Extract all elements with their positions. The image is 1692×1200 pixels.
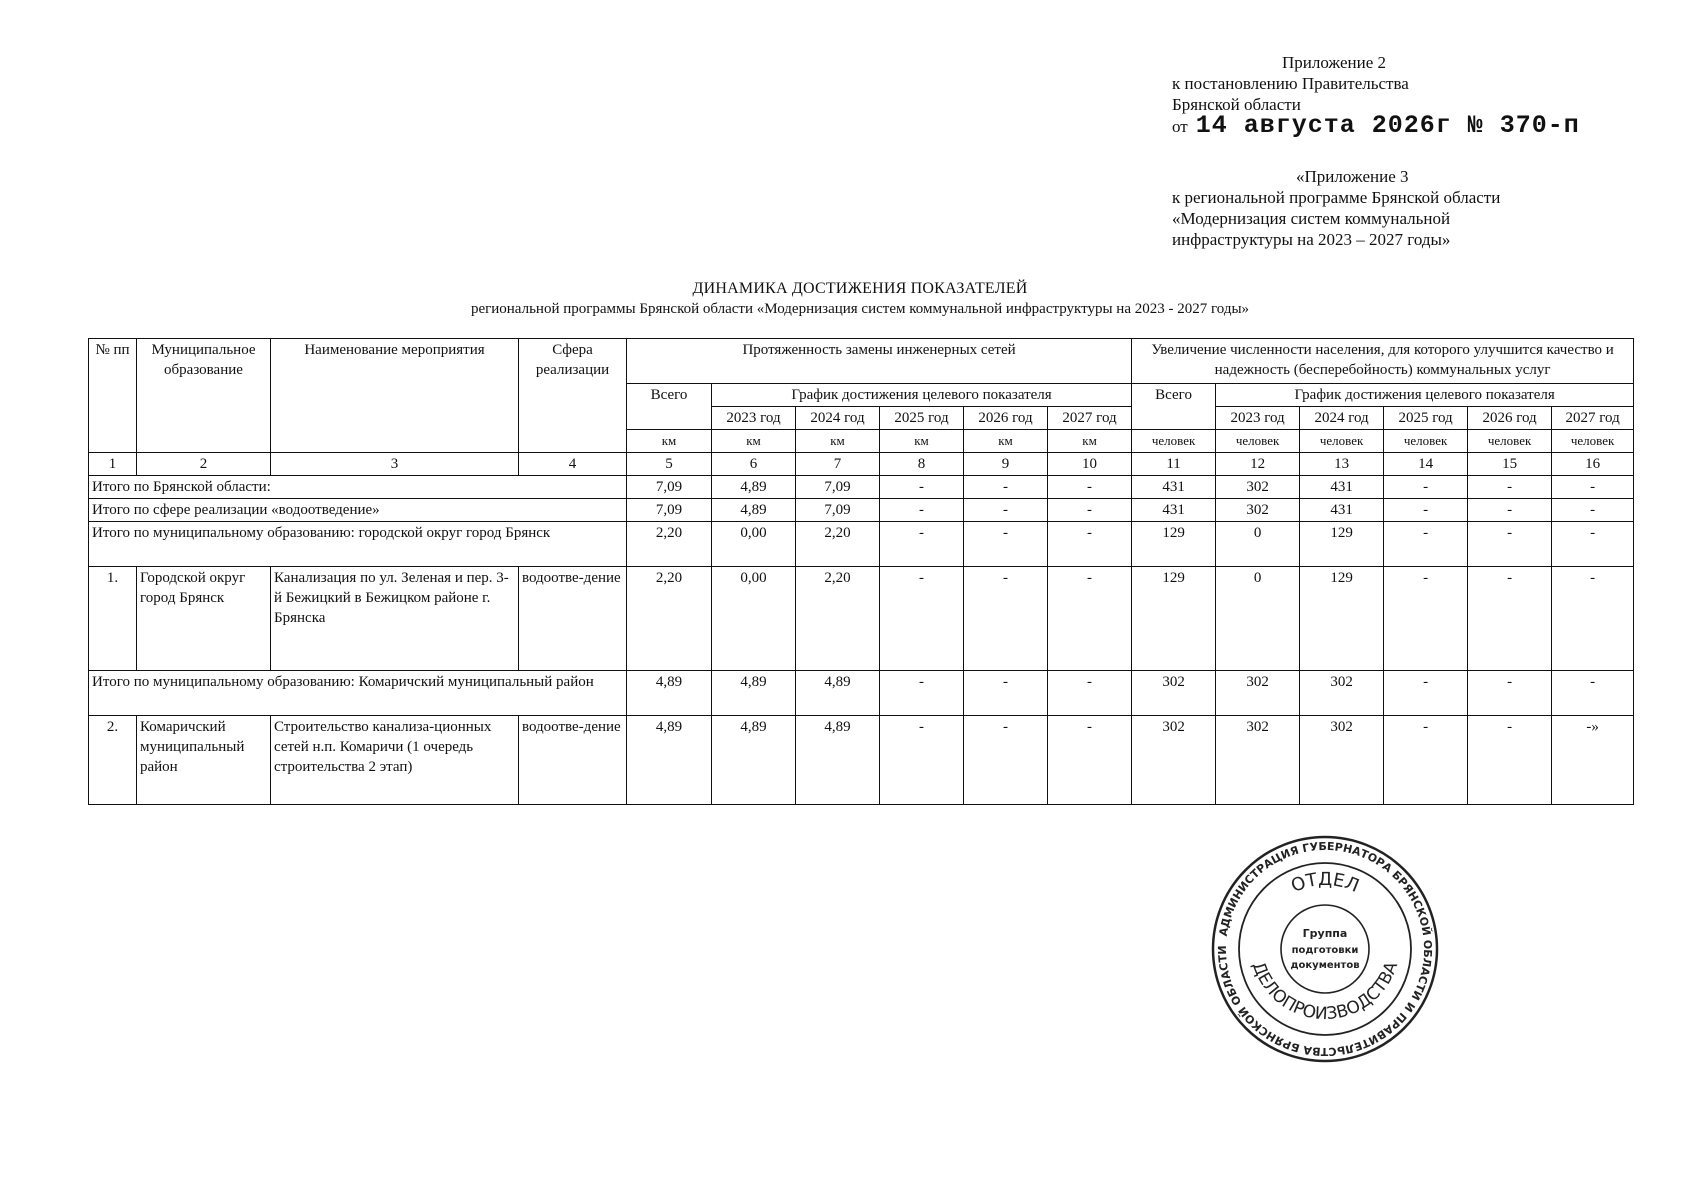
- decree-line3: Брянской области: [1172, 95, 1301, 114]
- row-value: 4,89: [712, 716, 796, 805]
- total-row-bryansk: [89, 522, 1634, 567]
- unit-km: км: [712, 430, 796, 453]
- unit-people: человек: [1552, 430, 1634, 453]
- column-number: 14: [1384, 453, 1468, 476]
- total-value: -: [880, 499, 964, 522]
- total-value: 302: [1216, 671, 1300, 716]
- total-value: 431: [1132, 499, 1216, 522]
- unit-people: человек: [1216, 430, 1300, 453]
- total-value: 0: [1216, 522, 1300, 567]
- total-value: 129: [1300, 522, 1384, 567]
- header-population: Увеличение численности населения, для которого улучшится качество и надежность (бесперебойность) коммунальных услуг: [1132, 339, 1634, 384]
- total-label: Итого по сфере реализации «водоотведение»: [89, 499, 627, 522]
- total-value: 302: [1300, 671, 1384, 716]
- total-value: 431: [1300, 476, 1384, 499]
- header-measure: Наименование мероприятия: [271, 339, 519, 453]
- header-num: № пп: [89, 339, 137, 453]
- total-value: -: [1552, 522, 1634, 567]
- unit-people: человек: [1300, 430, 1384, 453]
- total-value: -: [1048, 671, 1132, 716]
- total-value: 4,89: [712, 671, 796, 716]
- column-number: 2: [137, 453, 271, 476]
- header-year-km: 2025 год: [880, 407, 964, 430]
- total-value: -: [1552, 671, 1634, 716]
- row-value: -: [880, 716, 964, 805]
- appendix-line1: «Приложение 3: [1296, 167, 1409, 186]
- row-value: 2,20: [627, 567, 712, 671]
- total-value: -: [880, 671, 964, 716]
- total-value: -: [880, 476, 964, 499]
- total-value: -: [1048, 499, 1132, 522]
- total-value: -: [1552, 476, 1634, 499]
- header-year-people: 2026 год: [1468, 407, 1552, 430]
- total-value: -: [1048, 476, 1132, 499]
- column-number: 11: [1132, 453, 1216, 476]
- appendix-line4: инфраструктуры на 2023 – 2027 годы»: [1172, 230, 1451, 249]
- column-number: 6: [712, 453, 796, 476]
- total-row-region: [89, 476, 1634, 499]
- column-numbers-row: [89, 453, 1634, 476]
- total-label: Итого по муниципальному образованию: городской округ город Брянск: [89, 522, 627, 567]
- row-value: -: [1384, 567, 1468, 671]
- header-year-km: 2024 год: [796, 407, 880, 430]
- total-value: -: [1468, 499, 1552, 522]
- header-schedule-km: График достижения целевого показателя: [712, 384, 1132, 407]
- stamp-dept-bottom: ДЕЛОПРОИЗВОДСТВА: [1247, 959, 1403, 1025]
- column-number: 3: [271, 453, 519, 476]
- row-value: 302: [1216, 716, 1300, 805]
- total-value: 7,09: [627, 476, 712, 499]
- decree-date-prefix: от: [1172, 117, 1188, 136]
- total-value: 2,20: [627, 522, 712, 567]
- column-number: 8: [880, 453, 964, 476]
- total-value: 302: [1132, 671, 1216, 716]
- row-num: 1.: [89, 567, 137, 671]
- row-municipality: Комаричский муниципальный район: [137, 716, 271, 805]
- total-label: Итого по Брянской области:: [89, 476, 627, 499]
- header-total-km: Всего: [627, 384, 712, 430]
- row-value: 302: [1132, 716, 1216, 805]
- header-schedule-people: График достижения целевого показателя: [1216, 384, 1634, 407]
- table-row: [89, 716, 1634, 805]
- total-value: -: [1468, 476, 1552, 499]
- row-value: 129: [1132, 567, 1216, 671]
- row-value: 0: [1216, 567, 1300, 671]
- total-value: -: [1384, 671, 1468, 716]
- total-value: 7,09: [796, 499, 880, 522]
- total-row-komarichi: [89, 671, 1634, 716]
- column-number: 7: [796, 453, 880, 476]
- table-row: [89, 567, 1634, 671]
- row-measure: Строительство канализа-ционных сетей н.п. Комаричи (1 очередь строительства 2 этап): [271, 716, 519, 805]
- total-value: 0,00: [712, 522, 796, 567]
- total-value: 4,89: [712, 499, 796, 522]
- row-municipality: Городской округ город Брянск: [137, 567, 271, 671]
- header-municipality: Муниципальное образование: [137, 339, 271, 453]
- header-total-people: Всего: [1132, 384, 1216, 430]
- unit-km: км: [1048, 430, 1132, 453]
- column-number: 4: [519, 453, 627, 476]
- decree-reference: [1172, 52, 1580, 140]
- row-value: -: [1468, 567, 1552, 671]
- decree-date-number: 14 августа 2026г № 370-п: [1195, 111, 1580, 140]
- row-value: -: [1552, 567, 1634, 671]
- document-title: ДИНАМИКА ДОСТИЖЕНИЯ ПОКАЗАТЕЛЕЙ: [692, 280, 1028, 297]
- unit-km: км: [880, 430, 964, 453]
- row-value: 2,20: [796, 567, 880, 671]
- column-number: 9: [964, 453, 1048, 476]
- unit-people: человек: [1468, 430, 1552, 453]
- total-value: -: [1048, 522, 1132, 567]
- total-row-sphere: [89, 499, 1634, 522]
- total-value: 4,89: [712, 476, 796, 499]
- stamp-center-line2: подготовки: [1291, 945, 1359, 956]
- appendix-reference: [1172, 166, 1500, 250]
- unit-km: км: [796, 430, 880, 453]
- total-value: -: [1552, 499, 1634, 522]
- total-value: 302: [1216, 476, 1300, 499]
- appendix-line2: к региональной программе Брянской области: [1172, 188, 1501, 207]
- total-value: 4,89: [627, 671, 712, 716]
- header-sphere: Сфера реализации: [519, 339, 627, 453]
- row-value: -: [1048, 567, 1132, 671]
- row-value: 4,89: [627, 716, 712, 805]
- unit-people: человек: [1384, 430, 1468, 453]
- total-value: -: [880, 522, 964, 567]
- column-number: 12: [1216, 453, 1300, 476]
- header-year-people: 2024 год: [1300, 407, 1384, 430]
- row-measure: Канализация по ул. Зеленая и пер. 3-й Бежицкий в Бежицком районе г. Брянска: [271, 567, 519, 671]
- total-value: 129: [1132, 522, 1216, 567]
- unit-people: человек: [1132, 430, 1216, 453]
- column-number: 1: [89, 453, 137, 476]
- column-number: 5: [627, 453, 712, 476]
- total-value: -: [1468, 522, 1552, 567]
- row-value: -: [1048, 716, 1132, 805]
- stamp-center-line1: Группа: [1302, 927, 1348, 940]
- total-value: 302: [1216, 499, 1300, 522]
- total-value: 7,09: [796, 476, 880, 499]
- total-value: 2,20: [796, 522, 880, 567]
- decree-date: [1172, 111, 1580, 140]
- unit-km: км: [964, 430, 1048, 453]
- total-value: -: [964, 476, 1048, 499]
- row-value: -: [964, 716, 1048, 805]
- total-value: -: [1384, 499, 1468, 522]
- decree-line2: к постановлению Правительства: [1172, 74, 1409, 93]
- row-value: -: [1384, 716, 1468, 805]
- row-value: 0,00: [712, 567, 796, 671]
- row-value: -: [964, 567, 1048, 671]
- total-value: 4,89: [796, 671, 880, 716]
- header-year-km: 2026 год: [964, 407, 1048, 430]
- total-label: Итого по муниципальному образованию: Комаричский муниципальный район: [89, 671, 627, 716]
- header-year-km: 2023 год: [712, 407, 796, 430]
- row-value: 4,89: [796, 716, 880, 805]
- row-sphere: водоотве-дение: [519, 567, 627, 671]
- header-year-km: 2027 год: [1048, 407, 1132, 430]
- row-value: 129: [1300, 567, 1384, 671]
- stamp-center-line3: документов: [1290, 960, 1360, 971]
- row-value: -»: [1552, 716, 1634, 805]
- total-value: -: [964, 499, 1048, 522]
- document-subtitle: региональной программы Брянской области «Модернизация систем коммунальной инфраструктуры на 2023 - 2027 годы»: [470, 301, 1250, 317]
- total-value: -: [1468, 671, 1552, 716]
- column-number: 15: [1468, 453, 1552, 476]
- stamp-outer-text: АДМИНИСТРАЦИЯ ГУБЕРНАТОРА БРЯНСКОЙ ОБЛАСТИ И ПРАВИТЕЛЬСТВА БРЯНСКОЙ ОБЛАСТИ: [1215, 839, 1435, 1059]
- unit-km: км: [627, 430, 712, 453]
- row-value: 302: [1300, 716, 1384, 805]
- total-value: -: [1384, 476, 1468, 499]
- indicators-table: [88, 338, 1634, 805]
- header-network-length: Протяженность замены инженерных сетей: [627, 339, 1132, 384]
- column-number: 16: [1552, 453, 1634, 476]
- header-year-people: 2025 год: [1384, 407, 1468, 430]
- total-value: -: [964, 522, 1048, 567]
- decree-line1: Приложение 2: [1282, 53, 1386, 72]
- row-value: -: [880, 567, 964, 671]
- total-value: 431: [1300, 499, 1384, 522]
- stamp-dept-top: ОТДЕЛ: [1288, 869, 1362, 897]
- row-sphere: водоотве-дение: [519, 716, 627, 805]
- column-number: 10: [1048, 453, 1132, 476]
- column-number: 13: [1300, 453, 1384, 476]
- total-value: 7,09: [627, 499, 712, 522]
- official-stamp: [1210, 834, 1440, 1064]
- header-year-people: 2023 год: [1216, 407, 1300, 430]
- header-year-people: 2027 год: [1552, 407, 1634, 430]
- appendix-line3: «Модернизация систем коммунальной: [1172, 209, 1451, 228]
- row-num: 2.: [89, 716, 137, 805]
- total-value: -: [1384, 522, 1468, 567]
- total-value: 431: [1132, 476, 1216, 499]
- total-value: -: [964, 671, 1048, 716]
- row-value: -: [1468, 716, 1552, 805]
